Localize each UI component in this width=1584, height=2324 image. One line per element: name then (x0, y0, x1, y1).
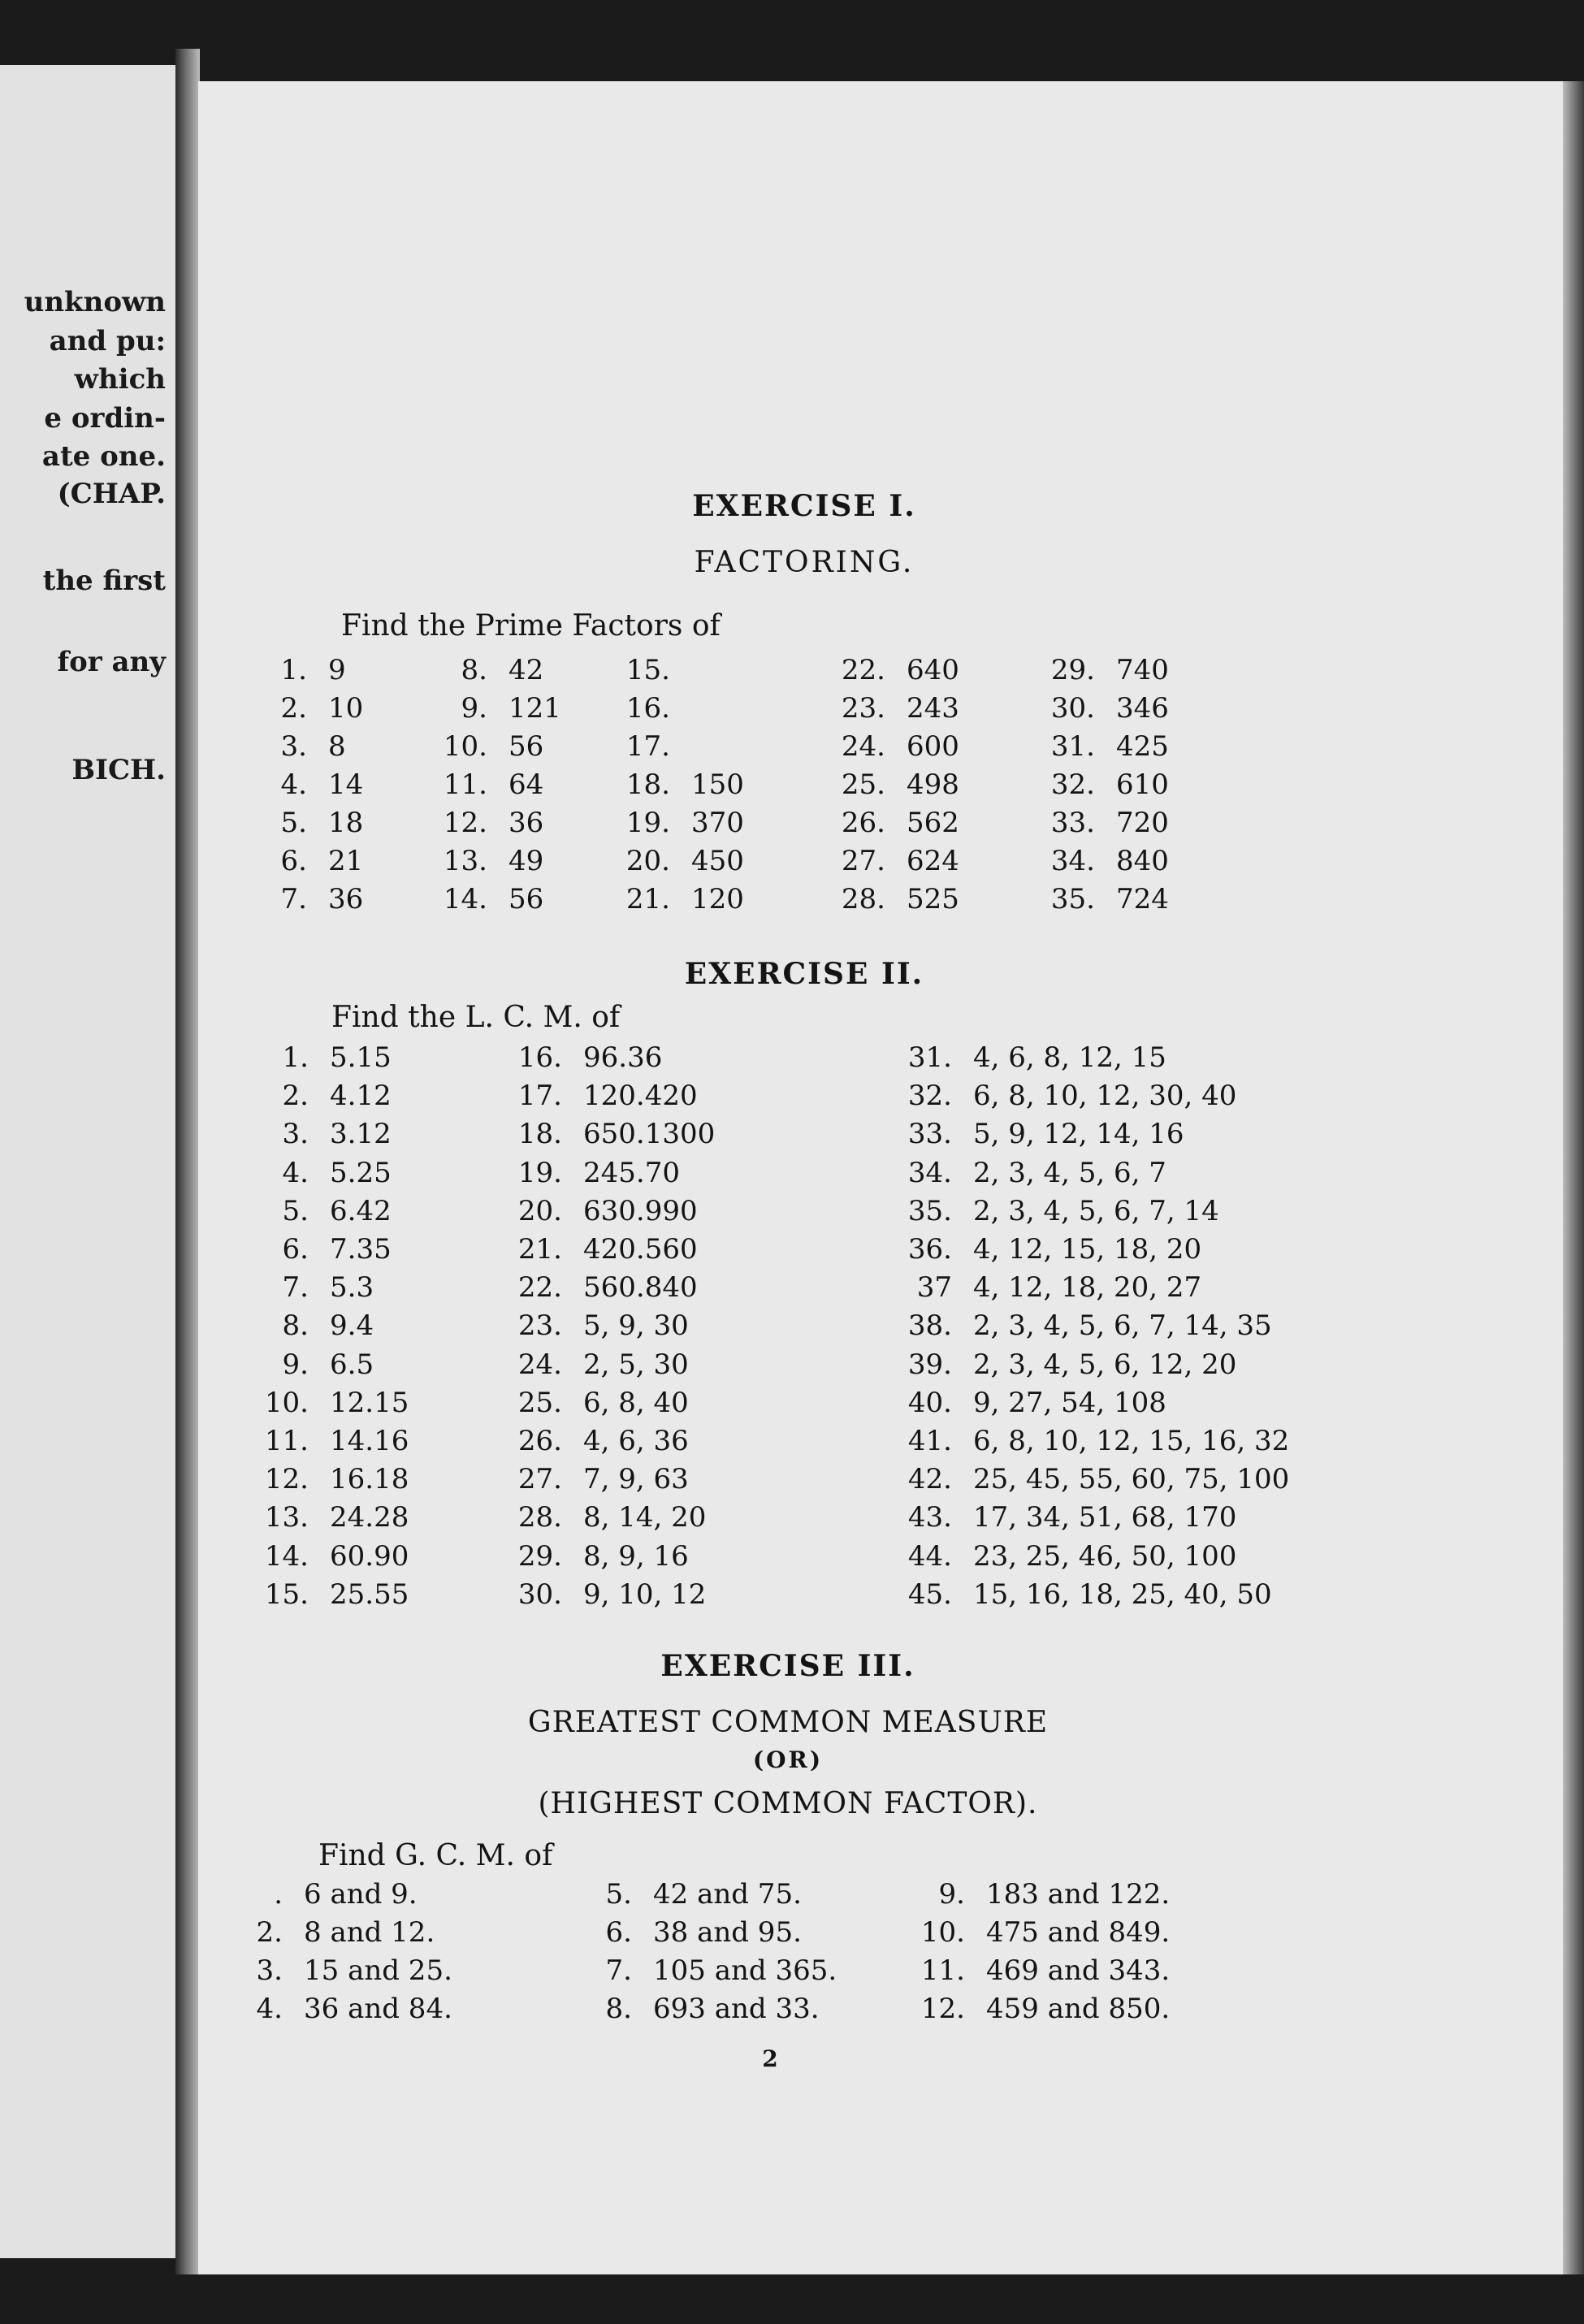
item-value: 2, 3, 4, 5, 6, 7 (973, 1156, 1166, 1189)
item-number: 5. (605, 1878, 632, 1911)
item-number: 14. (264, 1539, 309, 1573)
item-value: 24.28 (330, 1501, 409, 1534)
item-value: 5.15 (330, 1041, 392, 1074)
item-value: 9 (328, 654, 346, 686)
item-number: 33. (1050, 807, 1095, 839)
item-number: 32. (1050, 768, 1095, 801)
item-value: 14.16 (330, 1425, 409, 1457)
exercise-item (258, 768, 363, 801)
exercise-item (1046, 883, 1169, 915)
item-value: 3.12 (330, 1118, 392, 1151)
item-number: 7. (605, 1954, 632, 1987)
exercise-item (585, 1878, 802, 1911)
item-number: 3. (282, 1118, 309, 1151)
item-value: 840 (1116, 845, 1169, 877)
item-number: 20. (625, 845, 670, 877)
item-number: 42. (907, 1463, 952, 1496)
item-value: 8, 9, 16 (583, 1539, 689, 1573)
item-number: 6. (280, 845, 307, 877)
exercise-item (1046, 807, 1169, 839)
exercise-item (512, 1425, 689, 1457)
exercise-item (621, 845, 744, 877)
item-value: 562 (907, 807, 959, 839)
exercise-item (1046, 692, 1169, 725)
item-number: 1. (280, 654, 307, 686)
item-value: 6 and 9. (304, 1878, 418, 1911)
item-number: 24. (517, 1348, 562, 1381)
exercise-item (512, 1501, 706, 1534)
exercise-item (258, 1501, 409, 1534)
exercise-item (585, 1916, 802, 1949)
item-number: 19. (625, 807, 670, 839)
item-number: 18. (517, 1118, 562, 1151)
item-number: 11. (443, 768, 487, 801)
item-number: 11. (920, 1954, 965, 1987)
item-number: 6. (282, 1233, 309, 1266)
exercise-item (439, 654, 543, 686)
exercise-item (512, 1080, 698, 1112)
item-value: 42 (509, 654, 544, 686)
item-value: 346 (1116, 692, 1169, 725)
exercise-item (439, 807, 543, 839)
item-number: 22. (517, 1271, 562, 1305)
left-page-line: ate one. (41, 440, 166, 473)
exercise-item (512, 1463, 689, 1495)
exercise-item (512, 1540, 689, 1573)
exercise-item (621, 807, 744, 839)
exercise-item (621, 730, 691, 763)
item-number: 40. (907, 1386, 952, 1419)
item-number: 43. (907, 1501, 952, 1534)
item-number: 25. (841, 768, 885, 801)
item-number: 36. (907, 1233, 952, 1266)
item-value: 7.35 (330, 1233, 392, 1266)
exercise-item (902, 1041, 1166, 1074)
item-value: 120 (691, 883, 744, 915)
item-number: 39. (907, 1348, 952, 1381)
exercise-item (918, 1993, 1170, 2025)
exercise-item (258, 1387, 409, 1419)
item-value: 6, 8, 10, 12, 15, 16, 32 (973, 1425, 1290, 1457)
item-value: 245.70 (583, 1156, 680, 1189)
exercise-item (837, 730, 959, 763)
item-value: 5.25 (330, 1156, 392, 1189)
exercise-item (258, 1540, 409, 1573)
item-value: 450 (691, 845, 744, 877)
exercise-3-or: (OR) (752, 1746, 824, 1773)
item-number: 10. (920, 1916, 965, 1949)
item-number: 3. (256, 1954, 283, 1987)
item-value: 469 and 343. (986, 1954, 1171, 1987)
exercise-item (236, 1916, 435, 1949)
exercise-item (258, 1271, 374, 1304)
item-number: 45. (907, 1577, 952, 1611)
exercise-3-instruction: Find G. C. M. of (318, 1839, 553, 1872)
book-gutter (175, 49, 200, 2274)
item-value: 720 (1116, 807, 1169, 839)
item-number: 15. (625, 654, 670, 686)
item-number: 3. (280, 730, 307, 763)
item-number: 12. (920, 1993, 965, 2025)
exercise-item (902, 1387, 1166, 1419)
item-value: 740 (1116, 654, 1169, 686)
exercise-2-heading: EXERCISE II. (684, 957, 924, 991)
item-number: 26. (517, 1425, 562, 1457)
item-value: 23, 25, 46, 50, 100 (973, 1539, 1237, 1573)
exercise-3-title: GREATEST COMMON MEASURE (527, 1706, 1049, 1739)
item-number: 35. (907, 1194, 952, 1227)
item-number: 8. (461, 654, 487, 686)
item-number: 26. (841, 807, 885, 839)
item-value: 42 and 75. (653, 1878, 802, 1911)
item-number: 16. (517, 1041, 562, 1074)
exercise-item (918, 1954, 1170, 1987)
item-value: 4.12 (330, 1080, 392, 1113)
item-number: 38. (907, 1309, 952, 1343)
item-number: 29. (1050, 654, 1095, 686)
item-value: 724 (1116, 883, 1169, 915)
exercise-3-subtitle: (HIGHEST COMMON FACTOR). (538, 1787, 1038, 1820)
item-value: 9, 10, 12 (583, 1577, 707, 1611)
exercise-item (512, 1195, 698, 1227)
item-number: 9. (461, 692, 487, 725)
exercise-item (439, 768, 543, 801)
item-number: 6. (605, 1916, 632, 1949)
exercise-item (918, 1878, 1170, 1911)
exercise-item (902, 1578, 1272, 1611)
item-value: 4, 6, 36 (583, 1425, 689, 1457)
item-number: 28. (841, 883, 885, 915)
item-value: 5, 9, 12, 14, 16 (973, 1118, 1184, 1151)
exercise-item (258, 807, 363, 839)
exercise-item (258, 1348, 374, 1381)
left-page-line: the first (42, 565, 166, 597)
exercise-item (621, 768, 744, 801)
exercise-item (258, 1425, 409, 1457)
exercise-item (1046, 730, 1169, 763)
exercise-item (512, 1578, 706, 1611)
item-value: 459 and 850. (986, 1993, 1171, 2025)
item-number: 11. (264, 1425, 309, 1457)
item-value: 14 (328, 768, 364, 801)
exercise-item (512, 1348, 689, 1381)
exercise-item (258, 883, 363, 915)
item-number: 9. (282, 1348, 309, 1381)
item-number: 31. (1050, 730, 1095, 763)
exercise-item (512, 1387, 689, 1419)
item-value: 12.15 (330, 1386, 409, 1419)
item-number: 12. (443, 807, 487, 839)
exercise-item (512, 1041, 662, 1074)
item-value: 15, 16, 18, 25, 40, 50 (973, 1577, 1272, 1611)
item-value: 5.3 (330, 1271, 374, 1305)
item-value: 121 (509, 692, 561, 725)
item-value: 36 (328, 883, 364, 915)
item-number: 13. (443, 845, 487, 877)
exercise-item (837, 692, 959, 725)
item-number: 14. (443, 883, 487, 915)
item-number: 18. (625, 768, 670, 801)
item-value: 370 (691, 807, 744, 839)
item-number: 10. (443, 730, 487, 763)
item-number: 27. (841, 845, 885, 877)
item-value: 183 and 122. (986, 1878, 1171, 1911)
item-value: 56 (509, 730, 544, 763)
item-value: 8 and 12. (304, 1916, 435, 1949)
item-value: 2, 3, 4, 5, 6, 7, 14 (973, 1194, 1219, 1227)
item-number: 21. (625, 883, 670, 915)
item-number: 2. (256, 1916, 283, 1949)
exercise-item (585, 1993, 820, 2025)
item-number: 27. (517, 1463, 562, 1496)
exercise-item (837, 807, 959, 839)
exercise-item (837, 845, 959, 877)
exercise-item (902, 1309, 1272, 1342)
exercise-item (258, 1195, 392, 1227)
item-value: 8 (328, 730, 346, 763)
exercise-item (439, 845, 543, 877)
item-number: 31. (907, 1041, 952, 1074)
item-value: 38 and 95. (653, 1916, 802, 1949)
exercise-3-heading: EXERCISE III. (660, 1649, 915, 1683)
item-value: 5, 9, 30 (583, 1309, 689, 1343)
item-number: 21. (517, 1233, 562, 1266)
exercise-item (837, 654, 959, 686)
item-value: 475 and 849. (986, 1916, 1171, 1949)
exercise-item (918, 1916, 1170, 1949)
item-number: 7. (280, 883, 307, 915)
item-number: 44. (907, 1539, 952, 1573)
page-edge (1563, 81, 1584, 2274)
item-number: 15. (264, 1577, 309, 1611)
exercise-item (258, 1233, 392, 1266)
left-page-line: unknown (24, 286, 166, 318)
item-value: 8, 14, 20 (583, 1501, 707, 1534)
item-value: 2, 3, 4, 5, 6, 12, 20 (973, 1348, 1237, 1381)
exercise-item (902, 1463, 1289, 1495)
item-number: 17. (517, 1080, 562, 1113)
item-value: 25.55 (330, 1577, 409, 1611)
left-page-line: which (74, 363, 166, 396)
item-number: 22. (841, 654, 885, 686)
item-value: 18 (328, 807, 364, 839)
item-number: 23. (517, 1309, 562, 1343)
exercise-item (258, 1041, 392, 1074)
item-number: 4. (280, 768, 307, 801)
item-number: 9. (938, 1878, 965, 1911)
exercise-item (258, 1578, 409, 1611)
item-number: 10. (264, 1386, 309, 1419)
item-number: 30. (517, 1577, 562, 1611)
exercise-item (512, 1157, 680, 1189)
item-number: 23. (841, 692, 885, 725)
item-value: 64 (509, 768, 544, 801)
item-number: 12. (264, 1463, 309, 1496)
item-number: 33. (907, 1118, 952, 1151)
item-number: 30. (1050, 692, 1095, 725)
exercise-2-instruction: Find the L. C. M. of (331, 1001, 621, 1034)
item-number: 4. (282, 1156, 309, 1189)
item-number: 20. (517, 1194, 562, 1227)
exercise-item (837, 883, 959, 915)
item-number: 29. (517, 1539, 562, 1573)
item-number: 7. (282, 1271, 309, 1305)
exercise-item (902, 1540, 1236, 1573)
item-number: . (274, 1878, 283, 1911)
left-facing-page (0, 65, 177, 2258)
exercise-item (621, 692, 691, 725)
item-number: 4. (256, 1993, 283, 2025)
exercise-1-heading: EXERCISE I. (692, 489, 916, 523)
item-value: 36 (509, 807, 544, 839)
exercise-item (512, 1309, 689, 1342)
item-value: 9.4 (330, 1309, 374, 1343)
exercise-item (512, 1118, 715, 1150)
item-number: 5. (280, 807, 307, 839)
item-number: 1. (282, 1041, 309, 1074)
item-value: 4, 12, 18, 20, 27 (973, 1271, 1202, 1305)
item-value: 120.420 (583, 1080, 698, 1113)
exercise-item (258, 692, 363, 725)
item-number: 24. (841, 730, 885, 763)
exercise-item (902, 1271, 1201, 1304)
item-number: 2. (282, 1080, 309, 1113)
exercise-1-instruction: Find the Prime Factors of (341, 609, 721, 643)
item-value: 15 and 25. (304, 1954, 452, 1987)
item-number: 34. (1050, 845, 1095, 877)
item-value: 2, 3, 4, 5, 6, 7, 14, 35 (973, 1309, 1272, 1343)
left-page-line: (CHAP. (57, 478, 166, 510)
item-value: 420.560 (583, 1233, 698, 1266)
item-value: 96.36 (583, 1041, 663, 1074)
item-value: 16.18 (330, 1463, 409, 1496)
item-value: 525 (907, 883, 959, 915)
left-page-line: e ordin- (44, 402, 166, 435)
exercise-item (1046, 654, 1169, 686)
item-value: 21 (328, 845, 364, 877)
exercise-item (258, 1463, 409, 1495)
exercise-item (837, 768, 959, 801)
item-value: 243 (907, 692, 959, 725)
exercise-item (512, 1233, 698, 1266)
item-value: 6, 8, 40 (583, 1386, 689, 1419)
item-value: 17, 34, 51, 68, 170 (973, 1501, 1237, 1534)
item-value: 56 (509, 883, 544, 915)
item-number: 34. (907, 1156, 952, 1189)
exercise-item (236, 1878, 418, 1911)
item-value: 425 (1116, 730, 1169, 763)
exercise-item (439, 692, 561, 725)
item-value: 9, 27, 54, 108 (973, 1386, 1166, 1419)
item-value: 624 (907, 845, 959, 877)
item-number: 2. (280, 692, 307, 725)
exercise-1-title: FACTORING. (694, 546, 915, 579)
exercise-item (902, 1348, 1236, 1381)
exercise-item (236, 1954, 452, 1987)
item-value: 498 (907, 768, 959, 801)
exercise-item (902, 1118, 1184, 1150)
item-value: 49 (509, 845, 544, 877)
item-value: 36 and 84. (304, 1993, 452, 2025)
item-value: 6, 8, 10, 12, 30, 40 (973, 1080, 1237, 1113)
item-number: 17. (625, 730, 670, 763)
item-value: 105 and 365. (653, 1954, 837, 1987)
item-value: 60.90 (330, 1539, 409, 1573)
item-number: 41. (907, 1425, 952, 1457)
exercise-item (621, 883, 744, 915)
exercise-item (258, 1309, 374, 1342)
item-number: 32. (907, 1080, 952, 1113)
item-value: 4, 12, 15, 18, 20 (973, 1233, 1202, 1266)
item-value: 7, 9, 63 (583, 1463, 689, 1496)
exercise-item (1046, 768, 1169, 801)
exercise-item (258, 654, 346, 686)
item-number: 8. (282, 1309, 309, 1343)
exercise-item (236, 1993, 452, 2025)
exercise-item (621, 654, 691, 686)
exercise-item (1046, 845, 1169, 877)
item-value: 650.1300 (583, 1118, 716, 1151)
item-value: 25, 45, 55, 60, 75, 100 (973, 1463, 1290, 1496)
item-value: 2, 5, 30 (583, 1348, 689, 1381)
exercise-item (258, 845, 363, 877)
item-value: 610 (1116, 768, 1169, 801)
item-value: 630.990 (583, 1194, 698, 1227)
page-number: 2 (762, 2045, 778, 2072)
item-value: 6.5 (330, 1348, 374, 1381)
item-number: 25. (517, 1386, 562, 1419)
exercise-item (258, 1118, 392, 1150)
item-value: 560.840 (583, 1271, 698, 1305)
exercise-item (258, 1157, 392, 1189)
exercise-item (902, 1501, 1236, 1534)
exercise-item (439, 883, 543, 915)
item-value: 10 (328, 692, 364, 725)
left-page-line: for any (57, 646, 166, 678)
item-number: 16. (625, 692, 670, 725)
exercise-item (512, 1271, 698, 1304)
item-number: 5. (282, 1194, 309, 1227)
item-value: 4, 6, 8, 12, 15 (973, 1041, 1166, 1074)
item-number: 19. (517, 1156, 562, 1189)
item-value: 640 (907, 654, 959, 686)
item-value: 6.42 (330, 1194, 392, 1227)
item-number: 13. (264, 1501, 309, 1534)
left-page-line: BICH. (71, 754, 166, 786)
exercise-item (902, 1195, 1219, 1227)
exercise-item (258, 1080, 392, 1112)
left-page-line: and pu: (49, 325, 166, 357)
exercise-item (902, 1080, 1236, 1112)
item-value: 600 (907, 730, 959, 763)
exercise-item (585, 1954, 837, 1987)
exercise-item (902, 1425, 1289, 1457)
item-number: 37 (916, 1271, 952, 1305)
item-number: 35. (1050, 883, 1095, 915)
item-value: 693 and 33. (653, 1993, 820, 2025)
exercise-item (902, 1157, 1166, 1189)
exercise-item (439, 730, 543, 763)
item-number: 8. (605, 1993, 632, 2025)
item-number: 28. (517, 1501, 562, 1534)
exercise-item (258, 730, 346, 763)
exercise-item (902, 1233, 1201, 1266)
item-value: 150 (691, 768, 744, 801)
